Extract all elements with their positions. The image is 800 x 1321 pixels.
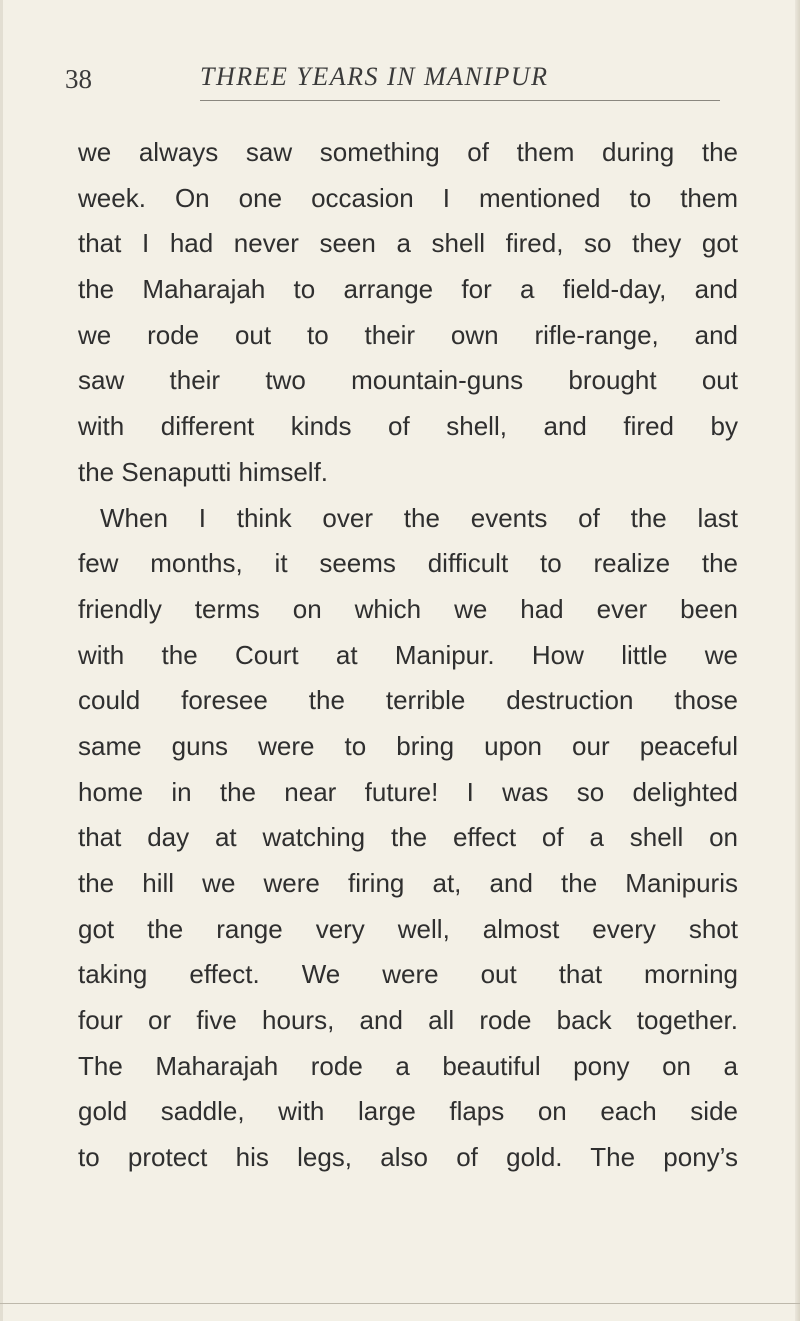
- text-line: that I had never seen a shell fired, so they got: [78, 228, 738, 259]
- text-line: saw their two mountain-guns brought out: [78, 365, 738, 396]
- text-line: When I think over the events of the last: [100, 502, 738, 533]
- running-title: THREE YEARS IN MANIPUR: [200, 62, 549, 91]
- text-line: to protect his legs, also of gold. The pony’s: [78, 1142, 738, 1173]
- text-line: home in the near future! I was so delighted: [78, 776, 738, 807]
- page-right-edge: [795, 0, 800, 1321]
- text-line: we rode out to their own rifle-range, and: [78, 319, 738, 350]
- text-line: the Maharajah to arrange for a field-day, and: [78, 274, 738, 305]
- bottom-edge-rule: [0, 1303, 800, 1304]
- text-line: four or five hours, and all rode back together.: [78, 1005, 738, 1036]
- text-line: The Maharajah rode a beautiful pony on a: [78, 1050, 738, 1081]
- text-line: with different kinds of shell, and fired by: [78, 411, 738, 442]
- text-line: with the Court at Manipur. How little we: [78, 639, 738, 670]
- text-line: the Senaputti himself.: [78, 456, 329, 487]
- page-left-edge: [0, 0, 3, 1321]
- page-number: 38: [65, 64, 92, 94]
- text-line: taking effect. We were out that morning: [78, 959, 738, 990]
- text-line: same guns were to bring upon our peaceful: [78, 730, 738, 761]
- text-line: that day at watching the effect of a shell on: [78, 822, 738, 853]
- page-header: [0, 52, 800, 92]
- text-line: week. On one occasion I mentioned to them: [78, 182, 738, 213]
- text-line: could foresee the terrible destruction those: [78, 685, 738, 716]
- text-line: we always saw something of them during the: [78, 137, 738, 167]
- text-line: friendly terms on which we had ever been: [78, 593, 738, 624]
- text-line: gold saddle, with large flaps on each side: [78, 1096, 738, 1127]
- body-text: [78, 130, 738, 1181]
- text-line: few months, it seems difficult to realize the: [78, 548, 738, 579]
- text-line: the hill we were firing at, and the Manipuris: [78, 868, 738, 898]
- header-rule: [200, 100, 720, 101]
- text-line: got the range very well, almost every shot: [78, 913, 738, 944]
